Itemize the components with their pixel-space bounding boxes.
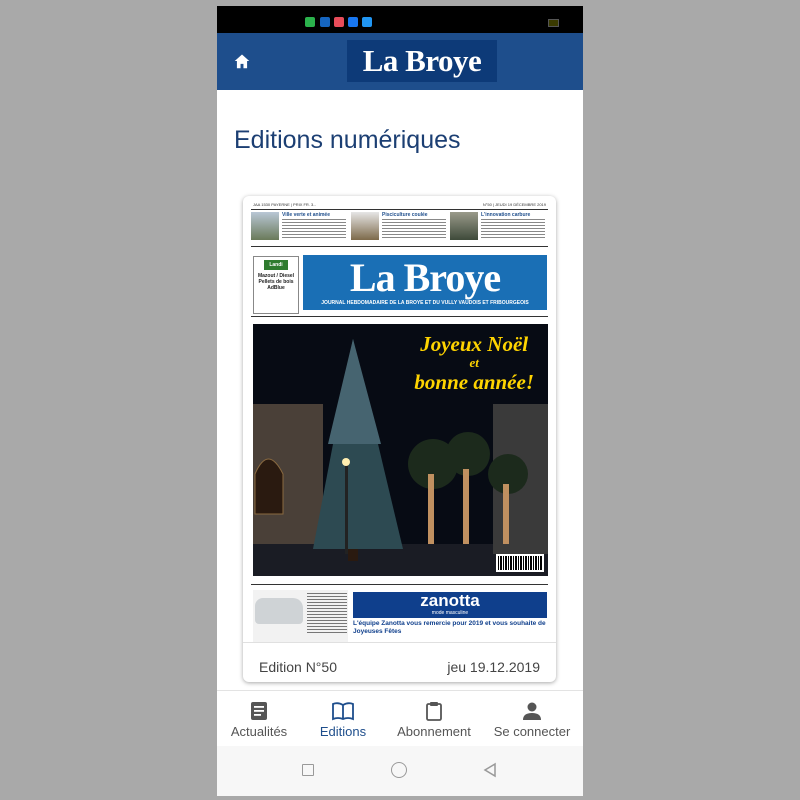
greeting-line: et	[469, 355, 479, 370]
zanotta-tagline: mode masculine	[431, 610, 469, 616]
teaser-text	[382, 219, 446, 239]
clipboard-icon	[425, 701, 443, 721]
edition-date: jeu 19.12.2019	[447, 659, 540, 675]
nav-item-editions[interactable]	[298, 691, 388, 747]
teaser-title: L'innovation carbure	[481, 212, 531, 218]
edition-number: Edition N°50	[259, 659, 337, 675]
barcode	[496, 554, 544, 572]
cover-photo	[253, 324, 548, 576]
landi-logo: Landi	[264, 260, 288, 270]
cover-price: JAA 1530 PAYERNE | PRIX FR. 3.-	[253, 202, 316, 207]
recent-apps-icon[interactable]	[302, 764, 314, 776]
landi-ad-text: Mazout / Diesel Pellets de bois AdBlue	[257, 273, 295, 291]
cover-teaser	[351, 212, 447, 242]
divider	[251, 316, 548, 317]
teaser-text	[282, 219, 346, 239]
battery-icon	[548, 19, 559, 27]
edition-cover[interactable]	[251, 202, 548, 635]
edition-card-footer	[243, 642, 556, 682]
zanotta-logo	[353, 592, 547, 618]
nav-label: Actualités	[230, 724, 288, 739]
cover-greeting	[414, 332, 534, 394]
teaser-title: Ville verte et animée	[282, 212, 330, 218]
page-title: Editions numériques	[234, 126, 461, 154]
nav-label: Editions	[319, 724, 367, 739]
car-image	[255, 598, 303, 624]
notification-icon	[362, 17, 372, 27]
status-bar	[217, 6, 583, 33]
divider	[251, 584, 548, 585]
cover-teaser	[450, 212, 546, 242]
edition-card[interactable]	[243, 196, 556, 682]
phone-screen	[217, 6, 583, 796]
nav-label: Se connecter	[493, 724, 571, 739]
car-dealer-ad	[253, 590, 348, 642]
greeting-line: bonne année!	[414, 370, 534, 394]
nav-item-actualites[interactable]	[217, 691, 304, 747]
cover-header-line	[251, 202, 548, 208]
divider	[251, 246, 548, 247]
notification-icon	[305, 17, 315, 27]
zanotta-message: L'équipe Zanotta vous remercie pour 2019 et vous souhaite de Joyeuses Fêtes	[353, 620, 546, 635]
cover-teaser	[251, 212, 347, 242]
bottom-navigation	[217, 690, 583, 747]
cover-issue-date: N°50 | JEUDI 19 DÉCEMBRE 2019	[482, 202, 546, 207]
nav-item-se-connecter[interactable]	[487, 691, 577, 747]
divider	[251, 209, 548, 210]
app-logo	[347, 40, 497, 82]
masthead-subtitle: JOURNAL HEBDOMADAIRE DE LA BROYE ET DU VULLY VAUDOIS ET FRIBOURGEOIS	[321, 300, 529, 306]
newspaper-icon	[249, 701, 269, 721]
app-bar	[217, 33, 583, 90]
teaser-text	[481, 219, 545, 239]
landi-ad	[253, 256, 299, 314]
book-icon	[332, 701, 354, 721]
zanotta-brand: zanotta	[420, 591, 480, 610]
greeting-line: Joyeux Noël	[420, 332, 529, 356]
car-ad-text	[307, 593, 347, 633]
nav-label: Abonnement	[397, 724, 471, 739]
teaser-image	[351, 212, 379, 240]
notification-icon	[320, 17, 330, 27]
facebook-icon	[348, 17, 358, 27]
system-navigation-bar	[217, 746, 583, 796]
teaser-title: Pisciculture coulée	[382, 212, 428, 218]
app-logo-text: La Broye	[362, 43, 482, 78]
cover-masthead	[303, 255, 547, 310]
masthead-title: La Broye	[349, 255, 501, 300]
teaser-image	[251, 212, 279, 240]
zanotta-ad	[353, 590, 547, 642]
back-icon[interactable]	[482, 762, 498, 778]
teaser-image	[450, 212, 478, 240]
notification-icon	[334, 17, 344, 27]
home-icon[interactable]	[233, 53, 251, 69]
home-circle-icon[interactable]	[391, 762, 407, 778]
person-icon	[522, 701, 542, 721]
nav-item-abonnement[interactable]	[389, 691, 479, 747]
